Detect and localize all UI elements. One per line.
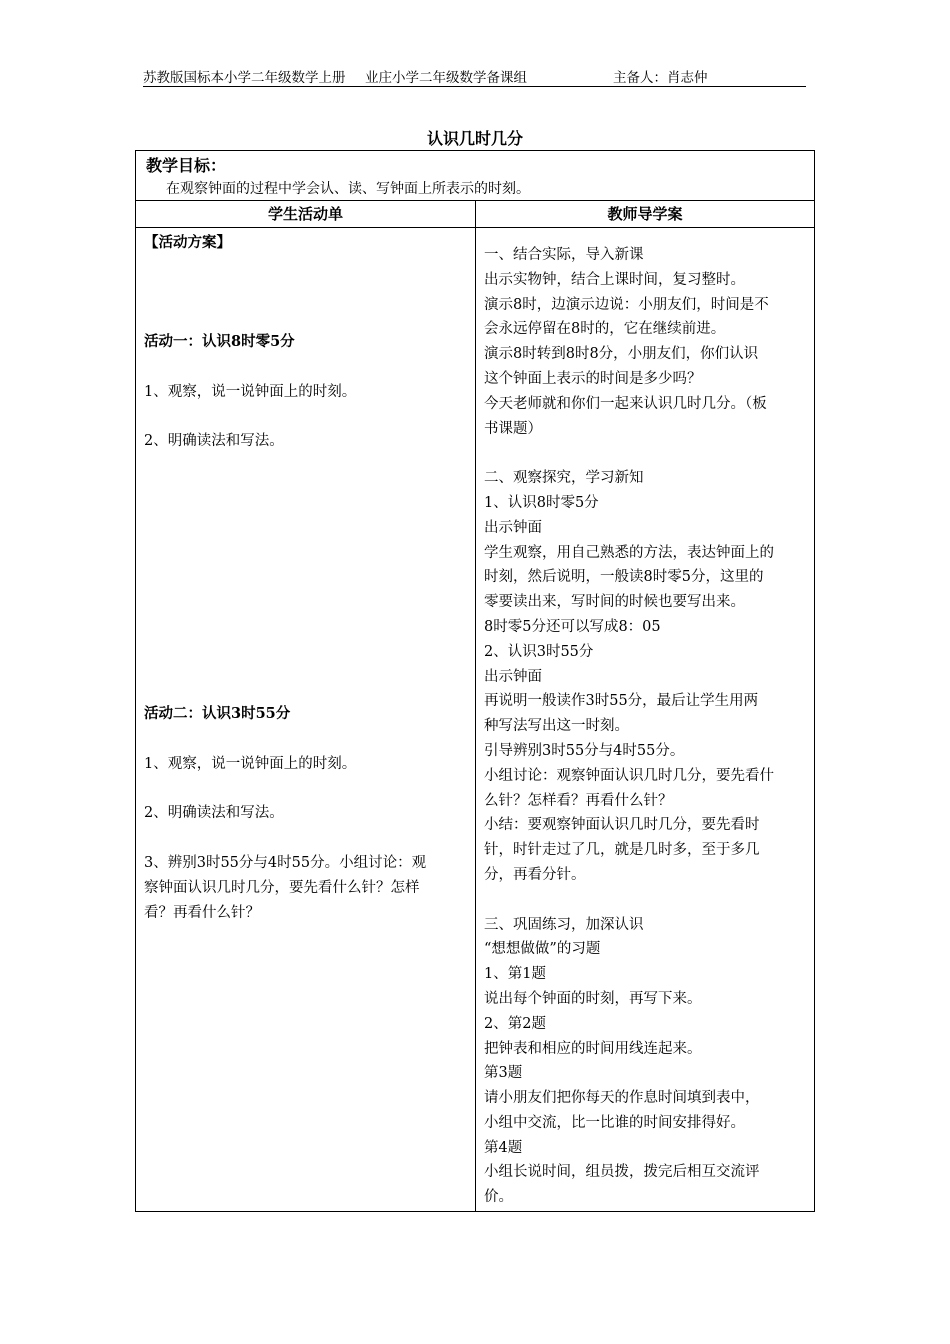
teacher-guide-line: 说出每个钟面的时刻，再写下来。 [484,990,702,1007]
teacher-guide-line [484,888,810,913]
column-divider [475,201,476,1211]
activity2-item3: 3、辨别3时55分与4时55分。小组讨论：观 [144,854,427,871]
column-header-teacher: 教师导学案 [476,201,814,228]
teacher-guide-line: 小组讨论：观察钟面认识几时几分，要先看什 [484,767,774,784]
teacher-guide-line: 小组中交流，比一比谁的时间安排得好。 [484,1114,745,1131]
teacher-guide-line: 8时零5分还可以写成8：05 [484,618,661,635]
column-header-student: 学生活动单 [136,201,475,228]
teacher-guide-line: 零要读出来，写时间的时候也要写出来。 [484,594,745,611]
teacher-guide-line: 学生观察，用自己熟悉的方法，表达钟面上的 [484,544,774,561]
activity-plan-heading: 【活动方案】 [144,234,231,251]
teacher-guide-line: 时刻，然后说明，一般读8时零5分，这里的 [484,569,764,586]
teacher-guide-line: 一、结合实际，导入新课 [484,247,644,263]
teacher-guide-line: 2、认识3时55分 [484,643,594,660]
header-book: 苏教版国标本小学二年级数学上册 [143,70,346,86]
teacher-guide-cell [484,243,810,1210]
activity2-item3: 察钟面认识几时几分，要先看什么针？怎样 [144,879,420,896]
teacher-guide-line: 会永远停留在8时的，它在继续前进。 [484,321,726,338]
document-title: 认识几时几分 [426,129,523,148]
teacher-guide-line: 分，再看分针。 [484,866,586,883]
activity2-item3: 看？再看什么针？ [144,904,260,921]
teacher-guide-line [484,441,810,466]
activity2-title: 活动二：认识3时55分 [144,705,291,723]
goal-text: 在观察钟面的过程中学会认、读、写钟面上所表示的时刻。 [166,181,530,197]
teacher-guide-line: 今天老师就和你们一起来认识几时几分。（板 [484,395,767,412]
teacher-guide-line: 第3题 [484,1065,523,1082]
teacher-guide-line: 第4题 [484,1139,523,1156]
activity1-title: 活动一：认识8时零5分 [144,333,295,351]
teacher-guide-line: 把钟表和相应的时间用线连起来。 [484,1040,702,1057]
teacher-guide-line: 演示8时转到8时8分，小朋友们，你们认识 [484,346,759,363]
teacher-guide-line: 小结：要观察钟面认识几时几分，要先看时 [484,817,760,834]
teacher-guide-line: 出示钟面 [484,519,542,536]
student-activity-cell [144,231,468,925]
teacher-guide-line: 出示钟面 [484,668,542,685]
activity1-item1: 1、观察，说一说钟面上的时刻。 [144,383,357,400]
goal-row [136,151,814,201]
teacher-guide-line: 针，时针走过了几，就是几时多，至于多几 [484,842,760,859]
teacher-guide-line: 三、巩固练习，加深认识 [484,916,644,933]
teacher-guide-line: 请小朋友们把你每天的作息时间填到表中， [484,1090,760,1107]
teacher-guide-line: 再说明一般读作3时55分，最后让学生用两 [484,693,759,710]
page-header [143,66,806,87]
teacher-guide-line: 么针？怎样看？再看什么针？ [484,792,673,809]
lesson-table [135,150,815,1212]
goal-heading: 教学目标： [146,156,227,175]
teacher-guide-line: 小组长说时间，组员拨，拨完后相互交流评 [484,1164,760,1181]
teacher-guide-line: 2、第2题 [484,1015,546,1032]
teacher-guide-line: 出示实物钟，结合上课时间，复习整时。 [484,271,745,288]
teacher-guide-line: 书课题） [484,420,542,437]
activity1-item2: 2、明确读法和写法。 [144,433,284,450]
teacher-guide-line: “想想做做”的习题 [484,941,601,958]
teacher-guide-line: 1、认识8时零5分 [484,494,599,511]
teacher-guide-line: 引导辨别3时55分与4时55分。 [484,742,685,759]
header-preparer: 主备人：肖志仲 [613,70,708,86]
header-group: 业庄小学二年级数学备课组 [365,70,527,86]
teacher-guide-line: 价。 [484,1189,513,1206]
teacher-guide-line: 二、观察探究，学习新知 [484,470,644,487]
teacher-guide-line: 种写法写出这一时刻。 [484,718,629,735]
teacher-guide-line: 这个钟面上表示的时间是多少吗？ [484,370,702,387]
activity2-item1: 1、观察，说一说钟面上的时刻。 [144,755,357,772]
teacher-guide-line: 演示8时，边演示边说：小朋友们，时间是不 [484,296,769,313]
teacher-guide-line: 1、第1题 [484,966,546,983]
activity2-item2: 2、明确读法和写法。 [144,805,284,822]
